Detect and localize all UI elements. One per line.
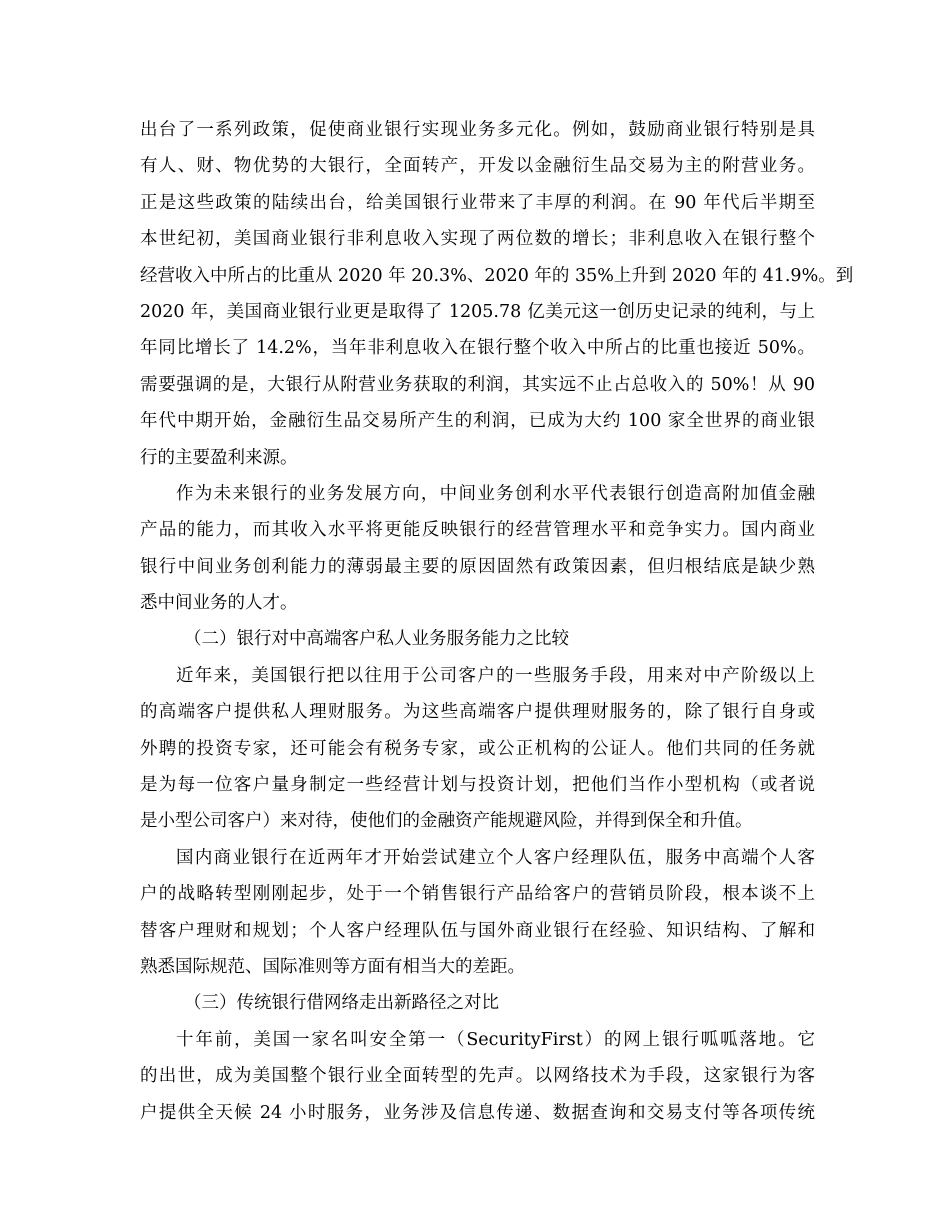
text-line: 2020 年，美国商业银行业更是取得了 1205.78 亿美元这一创历史记录的纯利，与上 [140, 301, 815, 322]
section-heading: （三）传统银行借网络走出新路径之对比 [184, 993, 499, 1014]
text-line: 国内商业银行在近两年才开始尝试建立个人客户经理队伍，服务中高端个人客 [176, 847, 815, 868]
text-line: 需要强调的是，大银行从附营业务获取的利润，其实远不止占总收入的 50%！从 90 [140, 374, 815, 395]
paragraph-security-first [140, 1022, 815, 1131]
text-line: 是为每一位客户量身制定一些经营计划与投资计划，把他们当作小型机构（或者说 [140, 775, 815, 796]
text-line: 近年来，美国银行把以往用于公司客户的一些服务手段，用来对中产阶级以上 [176, 665, 815, 686]
text-line: 替客户理财和规划；个人客户经理队伍与国外商业银行在经验、知识结构、了解和 [140, 920, 815, 941]
text-line: 年代中期开始，金融衍生品交易所产生的利润，已成为大约 100 家全世界的商业银 [140, 411, 815, 432]
text-line: 银行中间业务创利能力的薄弱最主要的原因固然有政策因素，但归根结底是缺少熟 [140, 556, 815, 577]
text-line: 悉中间业务的人才。 [140, 593, 298, 614]
paragraph-us-private-banking [140, 658, 815, 840]
text-line: 外聘的投资专家，还可能会有税务专家，或公正机构的公证人。他们共同的任务就 [140, 738, 815, 759]
section-heading-private-banking [140, 621, 815, 657]
text-line: 户提供全天候 24 小时服务，业务涉及信息传递、数据查询和交易支付等各项传统 [140, 1102, 815, 1123]
text-line: 本世纪初，美国商业银行非利息收入实现了两位数的增长；非利息收入在银行整个 [140, 229, 815, 250]
text-line: 出台了一系列政策，促使商业银行实现业务多元化。例如，鼓励商业银行特别是具 [140, 120, 815, 140]
text-line: 年同比增长了 14.2%，当年非利息收入在银行整个收入中所占的比重也接近 50%。 [140, 338, 815, 359]
text-line: 产品的能力，而其收入水平将更能反映银行的经营管理水平和竞争实力。国内商业 [140, 520, 815, 541]
text-line: 行的主要盈利来源。 [140, 447, 298, 468]
document-body [140, 112, 854, 1131]
text-line: 作为未来银行的业务发展方向，中间业务创利水平代表银行创造高附加值金融 [176, 483, 815, 504]
text-line: 户的战略转型刚刚起步，处于一个销售银行产品给客户的营销员阶段，根本谈不上 [140, 884, 815, 905]
paragraph-domestic-private-banking [140, 840, 815, 986]
text-line: 经营收入中所占的比重从 2020 年 20.3%、2020 年的 35%上升到 2020 年的 41.9%。到 [140, 265, 854, 286]
text-line: 正是这些政策的陆续出台，给美国银行业带来了丰厚的利润。在 90 年代后半期至 [140, 192, 815, 213]
text-line: 十年前，美国一家名叫安全第一（SecurityFirst）的网上银行呱呱落地。它 [176, 1029, 815, 1050]
paragraph-policy-diversification [140, 112, 854, 476]
text-line: 有人、财、物优势的大银行，全面转产，开发以金融衍生品交易为主的附营业务。 [140, 156, 815, 177]
text-line: 的高端客户提供私人理财服务。为这些高端客户提供理财服务的，除了银行自身或 [140, 702, 815, 723]
text-line: 熟悉国际规范、国际准则等方面有相当大的差距。 [140, 956, 525, 977]
section-heading: （二）银行对中高端客户私人业务服务能力之比较 [184, 629, 569, 650]
section-heading-online-banking [140, 985, 815, 1021]
paragraph-intermediate-business [140, 476, 815, 622]
text-line: 是小型公司客户）来对待，使他们的金融资产能规避风险，并得到保全和升值。 [140, 811, 753, 832]
text-line: 的出世，成为美国整个银行业全面转型的先声。以网络技术为手段，这家银行为客 [140, 1066, 815, 1087]
